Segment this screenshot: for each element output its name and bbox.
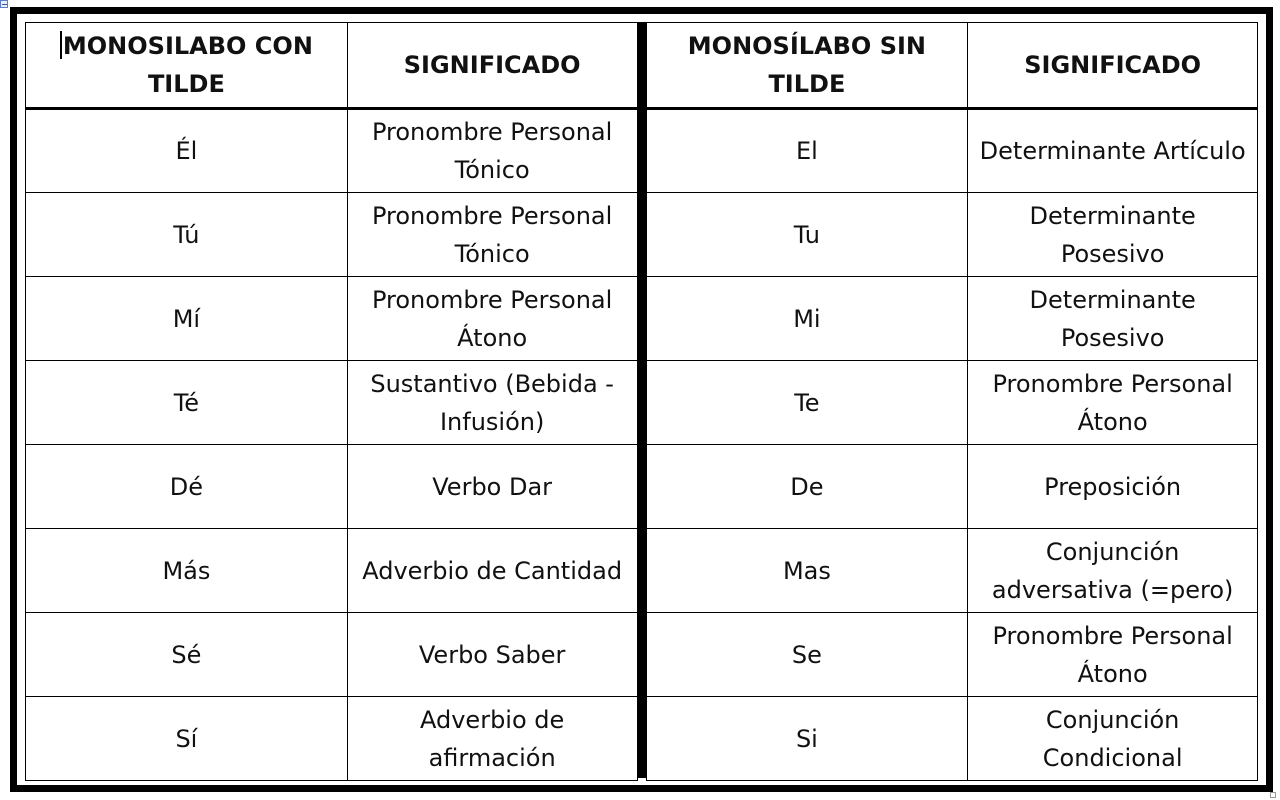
table-row [26,445,638,529]
meaning-cell[interactable] [347,277,637,361]
table-row [26,277,638,361]
word-text: Mas [782,556,831,585]
word-cell[interactable] [26,613,348,697]
table-row [26,529,638,613]
table-row [646,445,1258,529]
word-text: Sé [171,640,202,669]
word-text: Tu [793,220,821,249]
word-text: Mí [172,304,201,333]
table-row [26,109,638,193]
word-text: Tú [173,220,200,249]
monosyllables-table-frame [10,7,1273,792]
meaning-text: Sustantivo (Bebida - Infusión) [370,369,614,436]
meaning-cell[interactable] [347,445,637,529]
header-word-label: MONOSILABO CON TILDE [62,32,313,98]
word-cell[interactable] [26,193,348,277]
table-row [646,193,1258,277]
meaning-cell[interactable] [347,361,637,445]
left-half-with-accent [25,22,638,778]
meaning-text: Conjunción Condicional [1042,705,1183,772]
word-text: Dé [169,472,204,501]
word-cell[interactable] [646,361,968,445]
table-row [646,529,1258,613]
word-cell[interactable] [26,529,348,613]
word-cell[interactable] [26,277,348,361]
table-row [646,613,1258,697]
meaning-cell[interactable] [968,193,1258,277]
center-divider [638,22,646,778]
meaning-text: Adverbio de Cantidad [362,556,623,585]
table-resize-handle-icon[interactable] [1270,792,1276,798]
word-cell[interactable] [26,445,348,529]
meaning-cell[interactable] [347,109,637,193]
table-row [26,193,638,277]
meaning-text: Verbo Dar [432,472,553,501]
word-text: Más [162,556,211,585]
word-text: Te [794,388,820,417]
meaning-text: Verbo Saber [418,640,566,669]
word-cell[interactable] [646,697,968,781]
monosyllables-table [25,22,1258,778]
right-half-without-accent [646,22,1259,778]
header-cell-word[interactable] [26,23,348,109]
meaning-cell[interactable] [347,193,637,277]
meaning-text: Pronombre Personal Tónico [371,118,613,184]
header-row [26,23,638,109]
meaning-cell[interactable] [968,445,1258,529]
table-row [26,697,638,781]
word-text: El [795,137,818,165]
meaning-text: Determinante Posesivo [1029,285,1196,352]
word-cell[interactable] [646,529,968,613]
word-cell[interactable] [646,613,968,697]
word-cell[interactable] [26,361,348,445]
header-word-label: MONOSÍLABO SIN TILDE [687,32,926,98]
header-meaning-label: SIGNIFICADO [1024,51,1202,79]
meaning-text: Adverbio de afirmación [420,705,565,772]
table-row [26,361,638,445]
meaning-text: Pronombre Personal Átono [992,621,1233,688]
word-cell[interactable] [646,109,968,193]
meaning-cell[interactable] [347,529,637,613]
word-text: Si [795,724,818,753]
meaning-text: Preposición [1044,472,1182,501]
header-row [646,23,1258,109]
meaning-cell[interactable] [347,697,637,781]
table-row [646,361,1258,445]
meaning-cell[interactable] [968,529,1258,613]
word-text: Té [173,388,200,417]
word-cell[interactable] [646,445,968,529]
meaning-text: Pronombre Personal Átono [992,369,1233,436]
word-cell[interactable] [646,193,968,277]
table-row [646,109,1258,193]
meaning-cell[interactable] [968,109,1258,193]
meaning-text: Determinante Artículo [979,137,1246,165]
word-text: Sí [175,724,198,753]
header-cell-word[interactable] [646,23,968,109]
header-cell-meaning[interactable] [347,23,637,109]
table-row [26,613,638,697]
text-cursor [60,31,62,59]
meaning-cell[interactable] [968,697,1258,781]
word-text: De [790,472,824,501]
word-text: Él [175,137,198,165]
word-cell[interactable] [26,109,348,193]
word-text: Se [791,640,822,669]
meaning-text: Pronombre Personal Tónico [371,201,613,268]
meaning-cell[interactable] [968,277,1258,361]
meaning-text: Determinante Posesivo [1029,201,1196,268]
table-move-handle-icon[interactable] [0,0,8,8]
unaccented-monosyllables-table [646,22,1259,781]
word-cell[interactable] [26,697,348,781]
meaning-text: Conjunción adversativa (=pero) [991,537,1234,604]
meaning-cell[interactable] [968,613,1258,697]
meaning-cell[interactable] [347,613,637,697]
table-row [646,277,1258,361]
word-cell[interactable] [646,277,968,361]
header-cell-meaning[interactable] [968,23,1258,109]
meaning-text: Pronombre Personal Átono [371,285,613,352]
word-text: Mi [793,304,821,333]
meaning-cell[interactable] [968,361,1258,445]
header-meaning-label: SIGNIFICADO [403,51,581,79]
table-row [646,697,1258,781]
accented-monosyllables-table [25,22,638,781]
